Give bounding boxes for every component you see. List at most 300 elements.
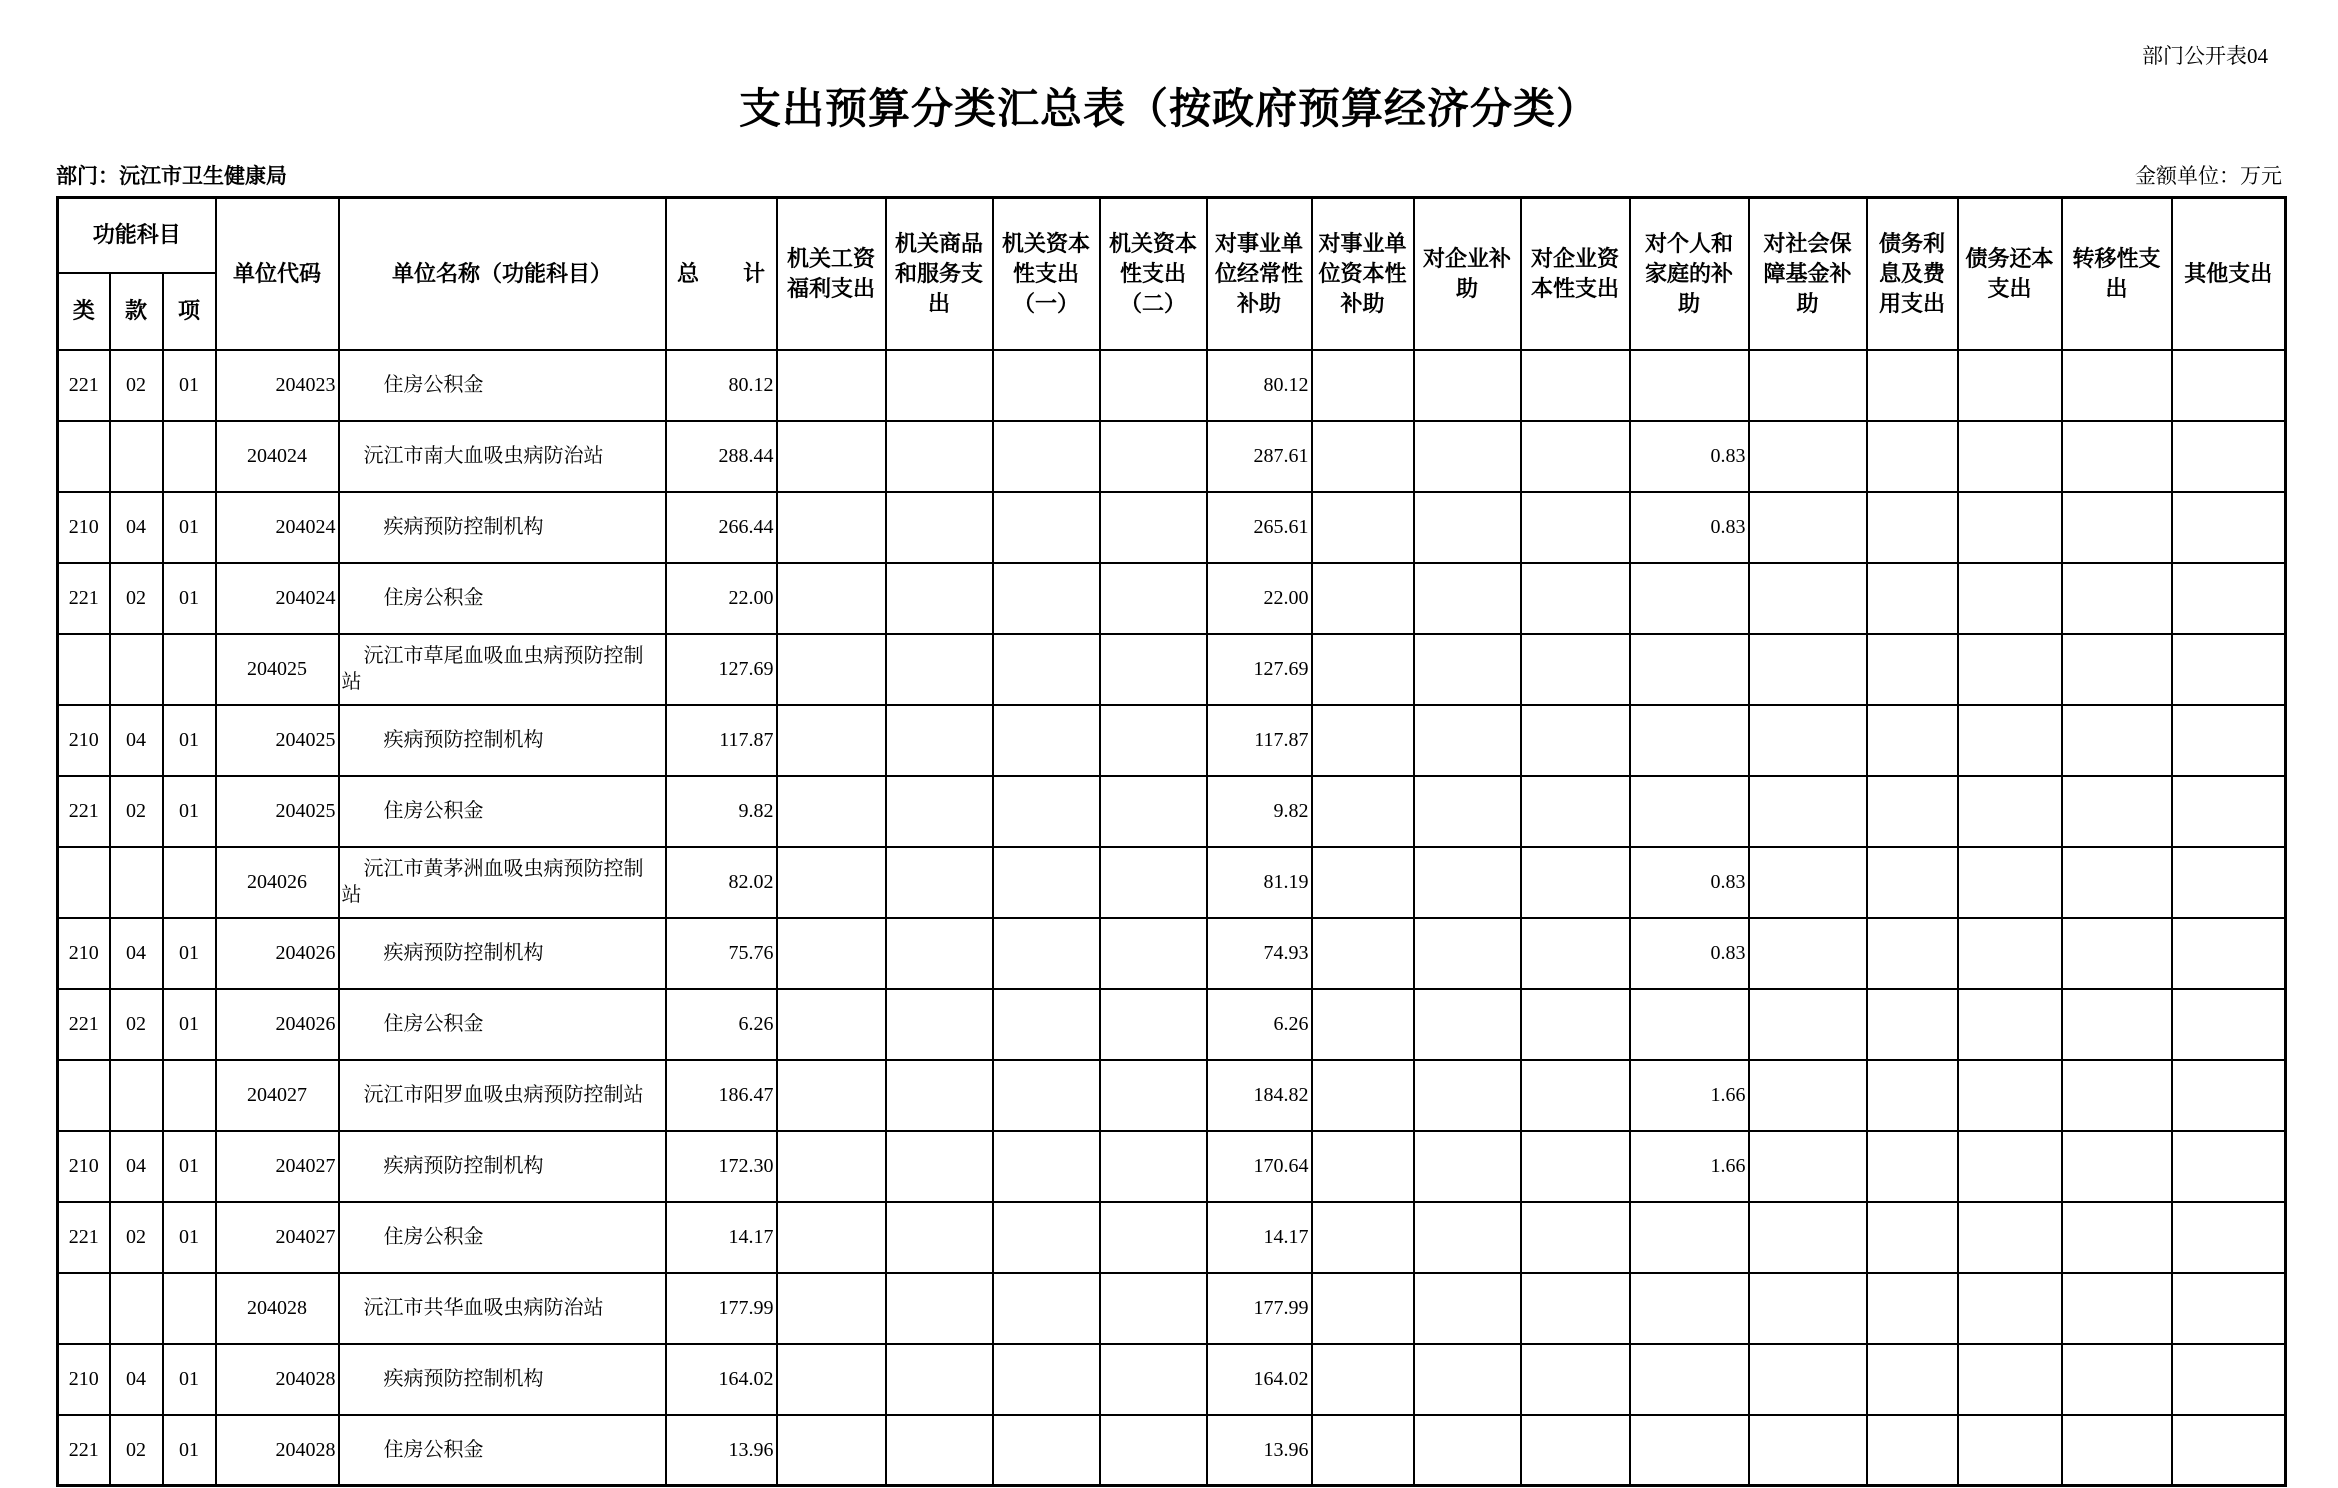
cell-class-code: 210 — [58, 1344, 110, 1415]
cell-econ-6 — [1414, 776, 1521, 847]
cell-unit-name: 沅江市草尾血吸血虫病预防控制站 — [339, 634, 666, 705]
cell-item-code: 01 — [163, 492, 216, 563]
cell-econ-6 — [1414, 1131, 1521, 1202]
cell-econ-10 — [1867, 1060, 1958, 1131]
table-row — [58, 634, 2286, 705]
cell-econ-8 — [1630, 989, 1749, 1060]
cell-class-code: 210 — [58, 1131, 110, 1202]
cell-econ-11 — [1958, 918, 2062, 989]
cell-econ-9 — [1749, 847, 1867, 918]
cell-section-code: 04 — [110, 492, 163, 563]
cell-item-code: 01 — [163, 989, 216, 1060]
cell-econ-3 — [1100, 1131, 1207, 1202]
table-row — [58, 847, 2286, 918]
cell-unit-code: 204025 — [216, 634, 339, 705]
cell-econ-2 — [993, 1344, 1100, 1415]
cell-econ-4: 80.12 — [1207, 350, 1312, 421]
cell-econ-2 — [993, 492, 1100, 563]
cell-section-code: 04 — [110, 1131, 163, 1202]
cell-item-code — [163, 1060, 216, 1131]
cell-econ-2 — [993, 1202, 1100, 1273]
cell-unit-code: 204026 — [216, 989, 339, 1060]
cell-unit-code: 204028 — [216, 1344, 339, 1415]
cell-econ-1 — [886, 1202, 993, 1273]
header-econ-11: 债务还本支出 — [1958, 198, 2062, 350]
cell-econ-10 — [1867, 847, 1958, 918]
cell-econ-1 — [886, 1273, 993, 1344]
cell-econ-12 — [2062, 563, 2172, 634]
table-row — [58, 918, 2286, 989]
cell-class-code: 221 — [58, 1415, 110, 1486]
cell-econ-0 — [777, 918, 886, 989]
cell-econ-3 — [1100, 918, 1207, 989]
cell-econ-3 — [1100, 705, 1207, 776]
cell-item-code: 01 — [163, 1415, 216, 1486]
table-row — [58, 989, 2286, 1060]
cell-item-code — [163, 634, 216, 705]
cell-unit-name: 住房公积金 — [339, 1415, 666, 1486]
cell-econ-1 — [886, 634, 993, 705]
cell-econ-11 — [1958, 492, 2062, 563]
cell-econ-7 — [1521, 634, 1630, 705]
cell-section-code — [110, 1060, 163, 1131]
cell-econ-11 — [1958, 421, 2062, 492]
cell-class-code: 221 — [58, 1202, 110, 1273]
cell-econ-5 — [1312, 563, 1414, 634]
cell-econ-11 — [1958, 1131, 2062, 1202]
cell-econ-13 — [2172, 705, 2286, 776]
cell-item-code: 01 — [163, 350, 216, 421]
cell-econ-0 — [777, 634, 886, 705]
cell-econ-6 — [1414, 705, 1521, 776]
cell-unit-code: 204027 — [216, 1202, 339, 1273]
cell-econ-12 — [2062, 847, 2172, 918]
cell-econ-12 — [2062, 492, 2172, 563]
cell-econ-3 — [1100, 1344, 1207, 1415]
header-econ-5: 对事业单位资本性补助 — [1312, 198, 1414, 350]
cell-econ-5 — [1312, 1131, 1414, 1202]
table-row — [58, 1415, 2286, 1486]
cell-econ-1 — [886, 492, 993, 563]
cell-econ-2 — [993, 421, 1100, 492]
cell-total: 9.82 — [666, 776, 777, 847]
cell-econ-5 — [1312, 847, 1414, 918]
cell-econ-7 — [1521, 847, 1630, 918]
table-row — [58, 492, 2286, 563]
cell-econ-6 — [1414, 1415, 1521, 1486]
cell-unit-name: 住房公积金 — [339, 350, 666, 421]
cell-econ-5 — [1312, 1344, 1414, 1415]
cell-econ-5 — [1312, 1202, 1414, 1273]
cell-econ-11 — [1958, 634, 2062, 705]
cell-econ-13 — [2172, 1344, 2286, 1415]
cell-econ-9 — [1749, 1415, 1867, 1486]
cell-unit-name: 疾病预防控制机构 — [339, 1344, 666, 1415]
cell-econ-12 — [2062, 634, 2172, 705]
cell-econ-11 — [1958, 1415, 2062, 1486]
cell-total: 13.96 — [666, 1415, 777, 1486]
cell-econ-12 — [2062, 989, 2172, 1060]
cell-econ-1 — [886, 350, 993, 421]
cell-econ-10 — [1867, 918, 1958, 989]
cell-econ-8 — [1630, 634, 1749, 705]
cell-section-code — [110, 847, 163, 918]
cell-econ-12 — [2062, 1273, 2172, 1344]
table-row — [58, 705, 2286, 776]
cell-total: 266.44 — [666, 492, 777, 563]
cell-econ-1 — [886, 989, 993, 1060]
cell-econ-3 — [1100, 1060, 1207, 1131]
cell-econ-4: 177.99 — [1207, 1273, 1312, 1344]
cell-econ-10 — [1867, 1273, 1958, 1344]
cell-econ-8 — [1630, 563, 1749, 634]
cell-item-code — [163, 421, 216, 492]
cell-econ-0 — [777, 1202, 886, 1273]
cell-class-code: 210 — [58, 918, 110, 989]
cell-item-code: 01 — [163, 1344, 216, 1415]
cell-class-code — [58, 1273, 110, 1344]
cell-econ-13 — [2172, 1415, 2286, 1486]
cell-total: 127.69 — [666, 634, 777, 705]
cell-econ-9 — [1749, 705, 1867, 776]
cell-econ-13 — [2172, 776, 2286, 847]
cell-econ-7 — [1521, 1131, 1630, 1202]
cell-econ-12 — [2062, 1202, 2172, 1273]
cell-unit-code: 204026 — [216, 918, 339, 989]
cell-econ-6 — [1414, 1273, 1521, 1344]
cell-total: 75.76 — [666, 918, 777, 989]
cell-unit-code: 204027 — [216, 1060, 339, 1131]
cell-unit-name: 沅江市南大血吸虫病防治站 — [339, 421, 666, 492]
cell-econ-8 — [1630, 1202, 1749, 1273]
cell-section-code: 02 — [110, 776, 163, 847]
cell-econ-4: 14.17 — [1207, 1202, 1312, 1273]
cell-econ-6 — [1414, 989, 1521, 1060]
cell-econ-4: 265.61 — [1207, 492, 1312, 563]
header-econ-4: 对事业单位经常性补助 — [1207, 198, 1312, 350]
cell-econ-0 — [777, 989, 886, 1060]
cell-econ-13 — [2172, 918, 2286, 989]
header-econ-8: 对个人和家庭的补助 — [1630, 198, 1749, 350]
cell-econ-13 — [2172, 1202, 2286, 1273]
cell-econ-4: 13.96 — [1207, 1415, 1312, 1486]
cell-econ-8: 0.83 — [1630, 918, 1749, 989]
cell-econ-2 — [993, 1273, 1100, 1344]
cell-econ-3 — [1100, 421, 1207, 492]
table-body — [58, 350, 2286, 1486]
cell-econ-6 — [1414, 1344, 1521, 1415]
header-econ-13: 其他支出 — [2172, 198, 2286, 350]
cell-econ-4: 127.69 — [1207, 634, 1312, 705]
cell-econ-12 — [2062, 350, 2172, 421]
cell-econ-7 — [1521, 1060, 1630, 1131]
cell-econ-3 — [1100, 776, 1207, 847]
cell-econ-8: 0.83 — [1630, 492, 1749, 563]
amount-unit-label: 金额单位：万元 — [2135, 164, 2282, 188]
cell-econ-9 — [1749, 1060, 1867, 1131]
cell-econ-3 — [1100, 989, 1207, 1060]
budget-table — [56, 196, 2287, 1487]
cell-econ-0 — [777, 1273, 886, 1344]
cell-econ-9 — [1749, 1273, 1867, 1344]
table-row — [58, 1131, 2286, 1202]
cell-unit-code: 204027 — [216, 1131, 339, 1202]
cell-econ-5 — [1312, 492, 1414, 563]
cell-econ-8 — [1630, 1273, 1749, 1344]
cell-total: 14.17 — [666, 1202, 777, 1273]
cell-unit-name: 住房公积金 — [339, 563, 666, 634]
cell-unit-code: 204025 — [216, 776, 339, 847]
cell-econ-0 — [777, 1415, 886, 1486]
cell-econ-0 — [777, 421, 886, 492]
cell-econ-6 — [1414, 1202, 1521, 1273]
cell-econ-3 — [1100, 847, 1207, 918]
cell-econ-10 — [1867, 1344, 1958, 1415]
cell-econ-5 — [1312, 350, 1414, 421]
cell-unit-code: 204028 — [216, 1415, 339, 1486]
cell-econ-2 — [993, 918, 1100, 989]
page-title: 支出预算分类汇总表（按政府预算经济分类） — [738, 87, 1599, 133]
cell-econ-10 — [1867, 705, 1958, 776]
table-row — [58, 1344, 2286, 1415]
cell-econ-9 — [1749, 1202, 1867, 1273]
cell-econ-9 — [1749, 1131, 1867, 1202]
cell-class-code: 210 — [58, 705, 110, 776]
cell-econ-4: 9.82 — [1207, 776, 1312, 847]
header-econ-1: 机关商品和服务支出 — [886, 198, 993, 350]
header-total: 总 计 — [666, 198, 777, 350]
table-row — [58, 421, 2286, 492]
cell-econ-11 — [1958, 776, 2062, 847]
cell-econ-4: 81.19 — [1207, 847, 1312, 918]
cell-total: 22.00 — [666, 563, 777, 634]
cell-econ-13 — [2172, 421, 2286, 492]
cell-econ-12 — [2062, 918, 2172, 989]
header-econ-3: 机关资本性支出（二） — [1100, 198, 1207, 350]
cell-class-code: 210 — [58, 492, 110, 563]
cell-econ-6 — [1414, 634, 1521, 705]
header-func-group: 功能科目 — [58, 198, 216, 273]
cell-econ-12 — [2062, 421, 2172, 492]
cell-econ-8 — [1630, 350, 1749, 421]
cell-total: 177.99 — [666, 1273, 777, 1344]
cell-econ-7 — [1521, 989, 1630, 1060]
cell-total: 82.02 — [666, 847, 777, 918]
cell-econ-11 — [1958, 847, 2062, 918]
cell-econ-4: 117.87 — [1207, 705, 1312, 776]
cell-econ-10 — [1867, 989, 1958, 1060]
cell-econ-4: 74.93 — [1207, 918, 1312, 989]
cell-econ-9 — [1749, 989, 1867, 1060]
cell-econ-7 — [1521, 1415, 1630, 1486]
cell-econ-13 — [2172, 492, 2286, 563]
cell-econ-8 — [1630, 1344, 1749, 1415]
cell-section-code — [110, 421, 163, 492]
cell-econ-7 — [1521, 1202, 1630, 1273]
cell-econ-10 — [1867, 1202, 1958, 1273]
cell-econ-10 — [1867, 421, 1958, 492]
cell-econ-1 — [886, 1344, 993, 1415]
cell-econ-2 — [993, 634, 1100, 705]
cell-econ-0 — [777, 705, 886, 776]
cell-econ-8: 0.83 — [1630, 421, 1749, 492]
cell-econ-10 — [1867, 563, 1958, 634]
cell-econ-2 — [993, 847, 1100, 918]
cell-econ-4: 6.26 — [1207, 989, 1312, 1060]
cell-econ-7 — [1521, 705, 1630, 776]
cell-econ-7 — [1521, 1344, 1630, 1415]
cell-econ-5 — [1312, 1415, 1414, 1486]
cell-econ-11 — [1958, 1060, 2062, 1131]
cell-econ-3 — [1100, 563, 1207, 634]
cell-econ-6 — [1414, 421, 1521, 492]
table-row — [58, 1202, 2286, 1273]
cell-econ-5 — [1312, 634, 1414, 705]
cell-econ-1 — [886, 421, 993, 492]
cell-class-code: 221 — [58, 350, 110, 421]
cell-econ-6 — [1414, 1060, 1521, 1131]
table-row — [58, 350, 2286, 421]
cell-econ-13 — [2172, 1273, 2286, 1344]
cell-econ-5 — [1312, 918, 1414, 989]
cell-econ-6 — [1414, 563, 1521, 634]
cell-econ-5 — [1312, 989, 1414, 1060]
cell-section-code: 02 — [110, 989, 163, 1060]
cell-econ-3 — [1100, 350, 1207, 421]
cell-econ-10 — [1867, 776, 1958, 847]
cell-econ-8 — [1630, 776, 1749, 847]
cell-section-code: 02 — [110, 350, 163, 421]
table-row — [58, 1060, 2286, 1131]
cell-econ-12 — [2062, 1131, 2172, 1202]
doc-number-label: 部门公开表04 — [2142, 44, 2268, 68]
cell-econ-7 — [1521, 918, 1630, 989]
cell-econ-9 — [1749, 1344, 1867, 1415]
cell-unit-name: 疾病预防控制机构 — [339, 705, 666, 776]
cell-unit-code: 204024 — [216, 421, 339, 492]
cell-econ-3 — [1100, 492, 1207, 563]
cell-econ-2 — [993, 989, 1100, 1060]
cell-econ-13 — [2172, 1131, 2286, 1202]
cell-section-code: 04 — [110, 1344, 163, 1415]
cell-econ-10 — [1867, 634, 1958, 705]
cell-econ-11 — [1958, 563, 2062, 634]
cell-unit-name: 住房公积金 — [339, 1202, 666, 1273]
cell-unit-name: 疾病预防控制机构 — [339, 918, 666, 989]
cell-econ-13 — [2172, 350, 2286, 421]
cell-unit-code: 204026 — [216, 847, 339, 918]
header-econ-2: 机关资本性支出（一） — [993, 198, 1100, 350]
cell-econ-5 — [1312, 1273, 1414, 1344]
header-unit-name: 单位名称（功能科目） — [339, 198, 666, 350]
cell-econ-2 — [993, 350, 1100, 421]
cell-econ-12 — [2062, 1415, 2172, 1486]
cell-econ-10 — [1867, 492, 1958, 563]
cell-econ-7 — [1521, 563, 1630, 634]
cell-econ-4: 287.61 — [1207, 421, 1312, 492]
cell-econ-12 — [2062, 1344, 2172, 1415]
cell-econ-1 — [886, 705, 993, 776]
department-label: 部门：沅江市卫生健康局 — [56, 164, 287, 188]
cell-econ-10 — [1867, 1415, 1958, 1486]
cell-class-code: 221 — [58, 776, 110, 847]
cell-section-code: 02 — [110, 1202, 163, 1273]
cell-class-code — [58, 634, 110, 705]
header-econ-9: 对社会保障基金补助 — [1749, 198, 1867, 350]
cell-item-code: 01 — [163, 918, 216, 989]
table-row — [58, 563, 2286, 634]
cell-econ-1 — [886, 1415, 993, 1486]
header-econ-0: 机关工资福利支出 — [777, 198, 886, 350]
cell-econ-4: 164.02 — [1207, 1344, 1312, 1415]
cell-class-code: 221 — [58, 563, 110, 634]
cell-econ-13 — [2172, 563, 2286, 634]
cell-econ-12 — [2062, 1060, 2172, 1131]
cell-unit-code: 204023 — [216, 350, 339, 421]
cell-econ-6 — [1414, 847, 1521, 918]
cell-econ-7 — [1521, 776, 1630, 847]
table-row — [58, 776, 2286, 847]
cell-econ-4: 184.82 — [1207, 1060, 1312, 1131]
cell-total: 117.87 — [666, 705, 777, 776]
cell-econ-8 — [1630, 1415, 1749, 1486]
cell-unit-name: 住房公积金 — [339, 776, 666, 847]
cell-econ-9 — [1749, 350, 1867, 421]
cell-econ-5 — [1312, 421, 1414, 492]
cell-econ-7 — [1521, 492, 1630, 563]
cell-econ-2 — [993, 1415, 1100, 1486]
cell-section-code — [110, 1273, 163, 1344]
cell-section-code: 02 — [110, 563, 163, 634]
cell-econ-0 — [777, 350, 886, 421]
cell-econ-8: 1.66 — [1630, 1060, 1749, 1131]
cell-econ-1 — [886, 563, 993, 634]
cell-econ-10 — [1867, 350, 1958, 421]
cell-econ-0 — [777, 1344, 886, 1415]
cell-item-code — [163, 1273, 216, 1344]
cell-econ-1 — [886, 847, 993, 918]
table-row — [58, 1273, 2286, 1344]
cell-total: 288.44 — [666, 421, 777, 492]
cell-econ-11 — [1958, 350, 2062, 421]
cell-total: 164.02 — [666, 1344, 777, 1415]
cell-econ-0 — [777, 847, 886, 918]
cell-econ-7 — [1521, 421, 1630, 492]
header-econ-10: 债务利息及费用支出 — [1867, 198, 1958, 350]
cell-unit-name: 疾病预防控制机构 — [339, 492, 666, 563]
cell-econ-11 — [1958, 1202, 2062, 1273]
cell-unit-code: 204024 — [216, 492, 339, 563]
cell-econ-10 — [1867, 1131, 1958, 1202]
cell-unit-code: 204025 — [216, 705, 339, 776]
cell-econ-12 — [2062, 705, 2172, 776]
cell-econ-13 — [2172, 847, 2286, 918]
cell-econ-0 — [777, 1131, 886, 1202]
cell-unit-code: 204028 — [216, 1273, 339, 1344]
cell-unit-name: 沅江市阳罗血吸虫病预防控制站 — [339, 1060, 666, 1131]
cell-total: 186.47 — [666, 1060, 777, 1131]
cell-econ-3 — [1100, 1415, 1207, 1486]
cell-econ-1 — [886, 1131, 993, 1202]
cell-unit-name: 沅江市黄茅洲血吸虫病预防控制站 — [339, 847, 666, 918]
cell-econ-12 — [2062, 776, 2172, 847]
cell-class-code — [58, 847, 110, 918]
cell-econ-7 — [1521, 350, 1630, 421]
cell-econ-11 — [1958, 989, 2062, 1060]
cell-total: 172.30 — [666, 1131, 777, 1202]
cell-econ-4: 22.00 — [1207, 563, 1312, 634]
cell-item-code: 01 — [163, 563, 216, 634]
